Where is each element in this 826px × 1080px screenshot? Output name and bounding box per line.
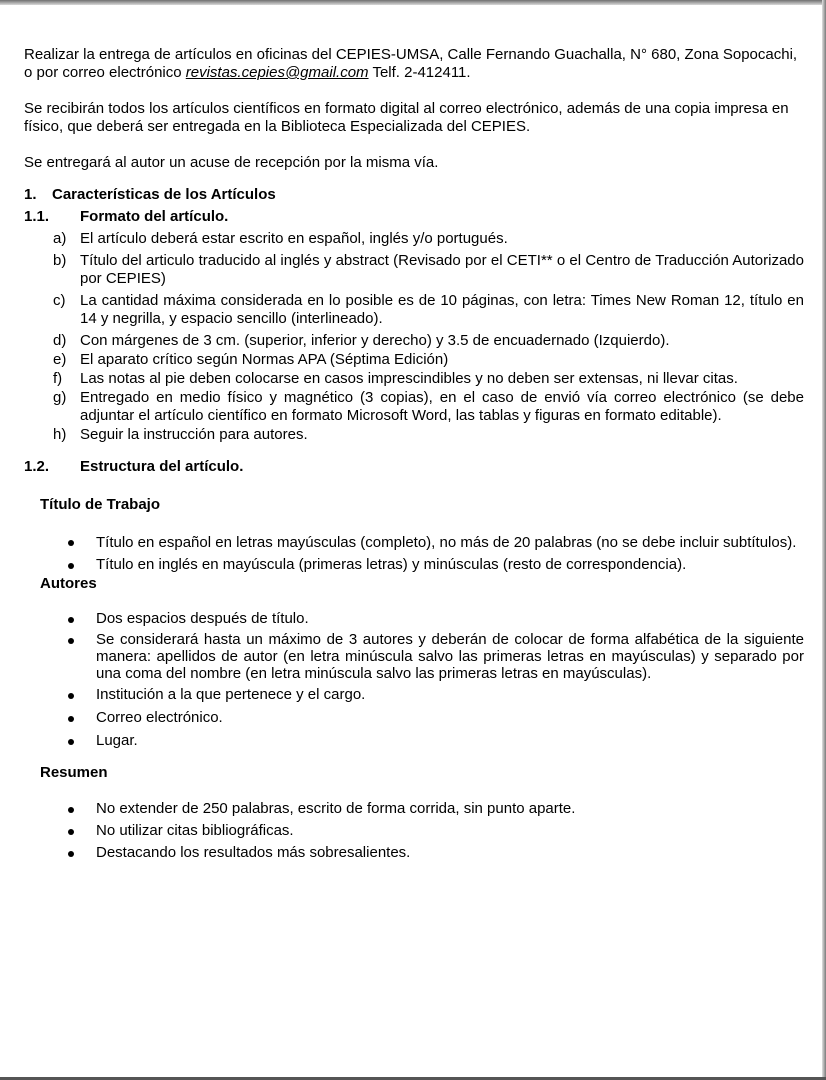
list-item-text: Título del articulo traducido al inglés y abstract (Revisado por el CETI** o el Centro de Traducción Autorizado por CEPIES) bbox=[80, 252, 804, 287]
bullet-icon bbox=[68, 716, 74, 722]
format-list bbox=[24, 230, 804, 444]
list-item-text: No extender de 250 palabras, escrito de forma corrida, sin punto aparte. bbox=[96, 800, 576, 817]
list-marker: g) bbox=[53, 389, 67, 406]
list-item-text: El artículo deberá estar escrito en español, inglés y/o portugués. bbox=[80, 230, 508, 247]
list-marker: h) bbox=[53, 426, 67, 443]
list-item bbox=[24, 822, 804, 840]
phone-text: Telf. 2-412411. bbox=[368, 64, 471, 81]
autores-list bbox=[24, 610, 804, 750]
bullet-icon bbox=[68, 563, 74, 569]
section-1-2-heading bbox=[24, 456, 804, 478]
list-item-text: Las notas al pie deben colocarse en casos imprescindibles y no deben ser extensas, ni llevar citas. bbox=[80, 370, 738, 387]
section-1-1-number: 1.1. bbox=[24, 208, 50, 225]
list-item bbox=[24, 230, 804, 248]
list-item bbox=[24, 709, 804, 727]
list-item-text: Destacando los resultados más sobresalientes. bbox=[96, 844, 411, 861]
list-item-text: Institución a la que pertenece y el cargo. bbox=[96, 686, 366, 703]
list-item bbox=[24, 292, 804, 328]
list-marker: c) bbox=[53, 292, 66, 309]
autores-heading: Autores bbox=[40, 575, 97, 592]
list-item-text: Seguir la instrucción para autores. bbox=[80, 426, 308, 443]
list-item bbox=[24, 610, 804, 628]
right-edge-shadow bbox=[822, 0, 826, 1080]
list-item bbox=[24, 800, 804, 818]
section-1-title: Características de los Artículos bbox=[52, 186, 276, 203]
list-item bbox=[24, 351, 804, 369]
resumen-heading: Resumen bbox=[40, 764, 108, 781]
intro-paragraph-delivery bbox=[24, 46, 804, 82]
list-marker: f) bbox=[53, 370, 63, 387]
list-item-text: Con márgenes de 3 cm. (superior, inferior y derecho) y 3.5 de encuadernado (Izquierdo). bbox=[80, 332, 670, 349]
document-page bbox=[24, 46, 804, 867]
list-item-text: El aparato crítico según Normas APA (Séptima Edición) bbox=[80, 351, 449, 368]
section-1-2-number: 1.2. bbox=[24, 458, 50, 475]
list-item-text: Entregado en medio físico y magnético (3 copias), en el caso de envió vía correo electrónico (se debe adjuntar el artículo científico en formato Microsoft Word, las tablas y figuras en formato editable). bbox=[80, 389, 804, 424]
section-1-number: 1. bbox=[24, 186, 37, 203]
delivery-text: Realizar la entrega de artículos en oficinas del CEPIES-UMSA, Calle Fernando Guachalla, N° 680, Zona Sopocachi, o por correo electrónico bbox=[24, 46, 798, 81]
list-item-text: Correo electrónico. bbox=[96, 709, 223, 726]
list-marker: e) bbox=[53, 351, 67, 368]
list-item bbox=[24, 556, 804, 574]
bullet-icon bbox=[68, 851, 74, 857]
list-item bbox=[24, 844, 804, 862]
list-item-text: Título en inglés en mayúscula (primeras letras) y minúsculas (resto de correspondencia). bbox=[96, 556, 687, 573]
section-1-heading bbox=[24, 184, 804, 206]
bullet-icon bbox=[68, 829, 74, 835]
intro-paragraph-receipt: Se entregará al autor un acuse de recepción por la misma vía. bbox=[24, 154, 439, 171]
section-1-2-title: Estructura del artículo. bbox=[80, 458, 244, 475]
list-item bbox=[24, 631, 804, 682]
bullet-icon bbox=[68, 739, 74, 745]
list-marker: d) bbox=[53, 332, 67, 349]
list-item-text: Título en español en letras mayúsculas (completo), no más de 20 palabras (no se debe incluir subtítulos). bbox=[96, 534, 797, 551]
bullet-icon bbox=[68, 693, 74, 699]
list-item bbox=[24, 332, 804, 350]
list-item bbox=[24, 252, 804, 288]
list-item bbox=[24, 389, 804, 425]
list-item-text: Se considerará hasta un máximo de 3 autores y deberán de colocar de forma alfabética de la siguiente manera: apellidos de autor (en letra minúscula salvo las primeras letras en mayúsculas) y separado por una coma del nombre (en letra minúscula salvo las primeras letras en mayúsculas). bbox=[96, 631, 804, 682]
list-item-text: No utilizar citas bibliográficas. bbox=[96, 822, 294, 839]
list-item bbox=[24, 686, 804, 704]
list-item bbox=[24, 732, 804, 750]
intro-paragraph-digital: Se recibirán todos los artículos científicos en formato digital al correo electrónico, además de una copia impresa en físico, que deberá ser entregada en la Biblioteca Especializada del CEPIES. bbox=[24, 100, 789, 135]
list-item-text: La cantidad máxima considerada en lo posible es de 10 páginas, con letra: Times New Roman 12, título en 14 y negrilla, y espacio sencillo (interlineado). bbox=[80, 292, 804, 327]
section-1-1-heading bbox=[24, 206, 804, 228]
top-shadow bbox=[0, 0, 826, 5]
list-item bbox=[24, 426, 804, 444]
list-item bbox=[24, 370, 804, 388]
list-marker: a) bbox=[53, 230, 67, 247]
list-marker: b) bbox=[53, 252, 67, 269]
list-item-text: Dos espacios después de título. bbox=[96, 610, 309, 627]
bullet-icon bbox=[68, 540, 74, 546]
bullet-icon bbox=[68, 617, 74, 623]
list-item-text: Lugar. bbox=[96, 732, 138, 749]
bullet-icon bbox=[68, 807, 74, 813]
bullet-icon bbox=[68, 638, 74, 644]
section-1-1-title: Formato del artículo. bbox=[80, 208, 229, 225]
list-item bbox=[24, 533, 804, 553]
titulo-heading: Título de Trabajo bbox=[40, 496, 161, 513]
resumen-list bbox=[24, 800, 804, 862]
email-link[interactable]: revistas.cepies@gmail.com bbox=[185, 64, 369, 81]
titulo-list bbox=[24, 533, 804, 574]
